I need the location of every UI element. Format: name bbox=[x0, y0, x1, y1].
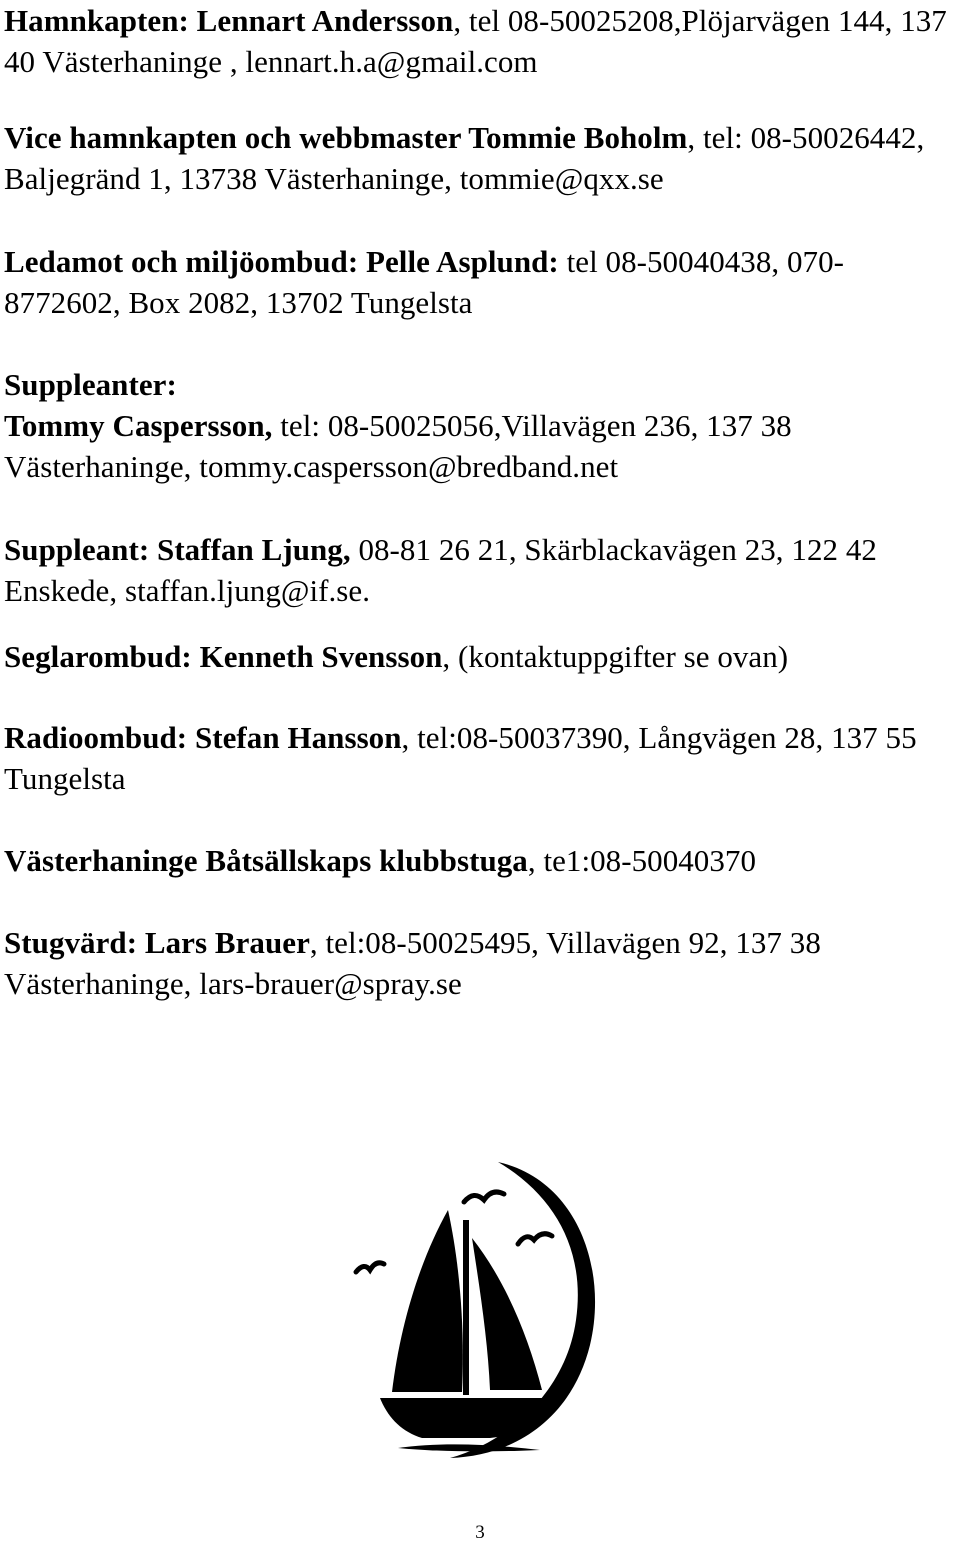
entry-label: Västerhaninge Båtsällskaps klubbstuga bbox=[4, 843, 528, 878]
contact-entry-seglarombud bbox=[4, 636, 956, 677]
entry-label: Ledamot och miljöombud: Pelle Asplund: bbox=[4, 244, 559, 279]
contact-entry-radioombud bbox=[4, 717, 956, 799]
contact-entry-klubbstuga bbox=[4, 840, 956, 881]
entry-label: Hamnkapten: Lennart Andersson bbox=[4, 3, 454, 38]
entry-label: Seglarombud: Kenneth Svensson bbox=[4, 639, 443, 674]
contact-entry-ledamot bbox=[4, 241, 956, 323]
entry-details: , tel:08-50025495, Villavägen 92, 137 38 Västerhaninge, lars-brauer@spray.se bbox=[4, 925, 821, 1001]
entry-label: Vice hamnkapten och webbmaster Tommie Boholm bbox=[4, 120, 688, 155]
entry-details: , te1:08-50040370 bbox=[527, 843, 757, 878]
entry-details: , tel 08-50025208,Plöjarvägen 144, 137 40 Västerhaninge , lennart.h.a@gmail.com bbox=[4, 3, 947, 79]
entry-label: Tommy Caspersson, bbox=[4, 408, 273, 443]
entry-details: 08-81 26 21, Skärblackavägen 23, 122 42 Enskede, staffan.ljung@if.se. bbox=[4, 532, 877, 608]
entry-label: Stugvärd: Lars Brauer bbox=[4, 925, 310, 960]
contact-entry-hamnkapten bbox=[4, 0, 956, 82]
section-heading: Suppleanter: bbox=[4, 367, 177, 402]
entry-details: , tel:08-50037390, Långvägen 28, 137 55 Tungelsta bbox=[4, 720, 917, 796]
entry-details: , tel: 08-50026442, Baljegränd 1, 13738 Västerhaninge, tommie@qxx.se bbox=[4, 120, 925, 196]
contact-entry-suppleant bbox=[4, 529, 956, 611]
contact-entry-suppleanter bbox=[4, 364, 956, 487]
entry-details: , (kontaktuppgifter se ovan) bbox=[442, 639, 789, 674]
entry-details: tel: 08-50025056,Villavägen 236, 137 38 Västerhaninge, tommy.caspersson@bredband.net bbox=[4, 408, 792, 484]
contact-entry-vice-hamnkapten bbox=[4, 117, 956, 199]
page-number: 3 bbox=[475, 1522, 485, 1543]
entry-details: tel 08-50040438, 070-8772602, Box 2082, 13702 Tungelsta bbox=[4, 244, 845, 320]
entry-label: Suppleant: Staffan Ljung, bbox=[4, 532, 351, 567]
contact-entry-stugvard bbox=[4, 922, 956, 1004]
entry-label: Radioombud: Stefan Hansson bbox=[4, 720, 402, 755]
sailboat-moon-logo-icon bbox=[340, 1160, 610, 1460]
